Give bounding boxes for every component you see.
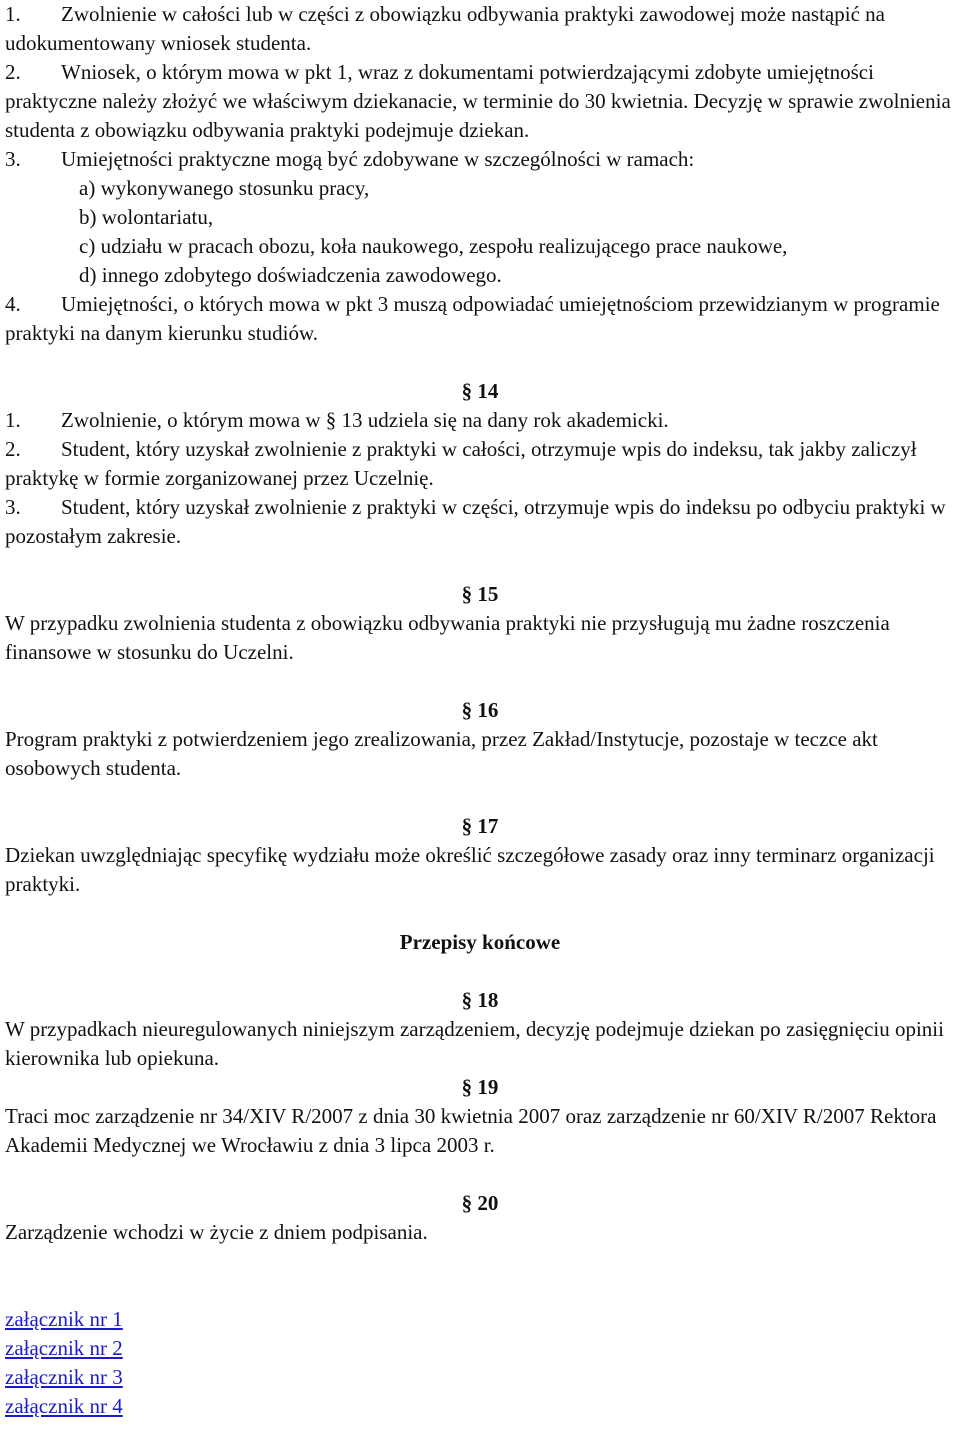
section-heading-15: § 15: [461, 582, 499, 606]
section-sign-icon: §: [461, 1075, 473, 1099]
document-page: [5, 0, 955, 1421]
paragraph-4: 4. Umiejętności, o których mowa w pkt 3 muszą odpowiadać umiejętnościom przewidzianym w programie praktyki na danym kierunku studiów.: [5, 292, 940, 345]
sub-item-d: d) innego zdobytego doświadczenia zawodowego.: [79, 263, 502, 287]
section-sign-icon: §: [461, 1191, 473, 1215]
section-heading-16: § 16: [461, 698, 499, 722]
section-sign-icon: §: [461, 698, 473, 722]
paragraph-3: 3. Umiejętności praktyczne mogą być zdobywane w szczególności w ramach:: [5, 147, 695, 171]
paragraph-1: 1. Zwolnienie w całości lub w części z obowiązku odbywania praktyki zawodowej może nastąpić na udokumentowany wniosek studenta.: [5, 2, 885, 55]
sub-item-c: c) udziału w pracach obozu, koła naukowego, zespołu realizującego prace naukowe,: [79, 234, 788, 258]
attachment-link-2[interactable]: załącznik nr 2: [5, 1336, 123, 1360]
attachment-link-1[interactable]: załącznik nr 1: [5, 1307, 123, 1331]
attachments-list: [5, 1305, 955, 1421]
s14-paragraph-3: 3. Student, który uzyskał zwolnienie z praktyki w części, otrzymuje wpis do indeksu po odbyciu praktyki w pozostałym zakresie.: [5, 495, 946, 548]
attachment-link-3[interactable]: załącznik nr 3: [5, 1365, 123, 1389]
section-heading-17: § 17: [461, 814, 499, 838]
final-provisions-heading: Przepisy końcowe: [399, 930, 561, 954]
s15-text: W przypadku zwolnienia studenta z obowiązku odbywania praktyki nie przysługują mu żadne roszczenia finansowe w stosunku do Uczelni.: [5, 611, 890, 664]
s17-text: Dziekan uwzględniając specyfikę wydziału może określić szczegółowe zasady oraz inny terminarz organizacji praktyki.: [5, 843, 935, 896]
section-heading-18: § 18: [461, 988, 499, 1012]
attachment-link-4[interactable]: załącznik nr 4: [5, 1394, 123, 1418]
section-sign-icon: §: [461, 379, 473, 403]
section-heading-19: § 19: [461, 1075, 499, 1099]
s16-text: Program praktyki z potwierdzeniem jego zrealizowania, przez Zakład/Instytucje, pozostaje w teczce akt osobowych studenta.: [5, 727, 878, 780]
section-sign-icon: §: [461, 814, 473, 838]
sub-item-a: a) wykonywanego stosunku pracy,: [79, 176, 370, 200]
s19-text: Traci moc zarządzenie nr 34/XIV R/2007 z dnia 30 kwietnia 2007 oraz zarządzenie nr 60/XIV R/2007 Rektora Akademii Medycznej we Wrocławiu z dnia 3 lipca 2003 r.: [5, 1104, 937, 1157]
paragraph-2: 2. Wniosek, o którym mowa w pkt 1, wraz z dokumentami potwierdzającymi zdobyte umiejętności praktyczne należy złożyć we właściwym dziekanacie, w terminie do 30 kwietnia. Decyzję w sprawie zwolnienia studenta z obowiązku odbywania praktyki podejmuje dziekan.: [5, 60, 951, 142]
s14-paragraph-1: 1. Zwolnienie, o którym mowa w § 13 udziela się na dany rok akademicki.: [5, 408, 669, 432]
section-heading-20: § 20: [461, 1191, 499, 1215]
sub-item-b: b) wolontariatu,: [79, 205, 214, 229]
section-sign-icon: §: [461, 582, 473, 606]
s14-paragraph-2: 2. Student, który uzyskał zwolnienie z praktyki w całości, otrzymuje wpis do indeksu, tak jakby zaliczył praktykę w formie zorganizowanej przez Uczelnię.: [5, 437, 917, 490]
s20-text: Zarządzenie wchodzi w życie z dniem podpisania.: [5, 1220, 428, 1244]
section-heading-14: § 14: [461, 379, 499, 403]
section-sign-icon: §: [461, 988, 473, 1012]
s18-text: W przypadkach nieuregulowanych niniejszym zarządzeniem, decyzję podejmuje dziekan po zasięgnięciu opinii kierownika lub opiekuna.: [5, 1017, 944, 1070]
